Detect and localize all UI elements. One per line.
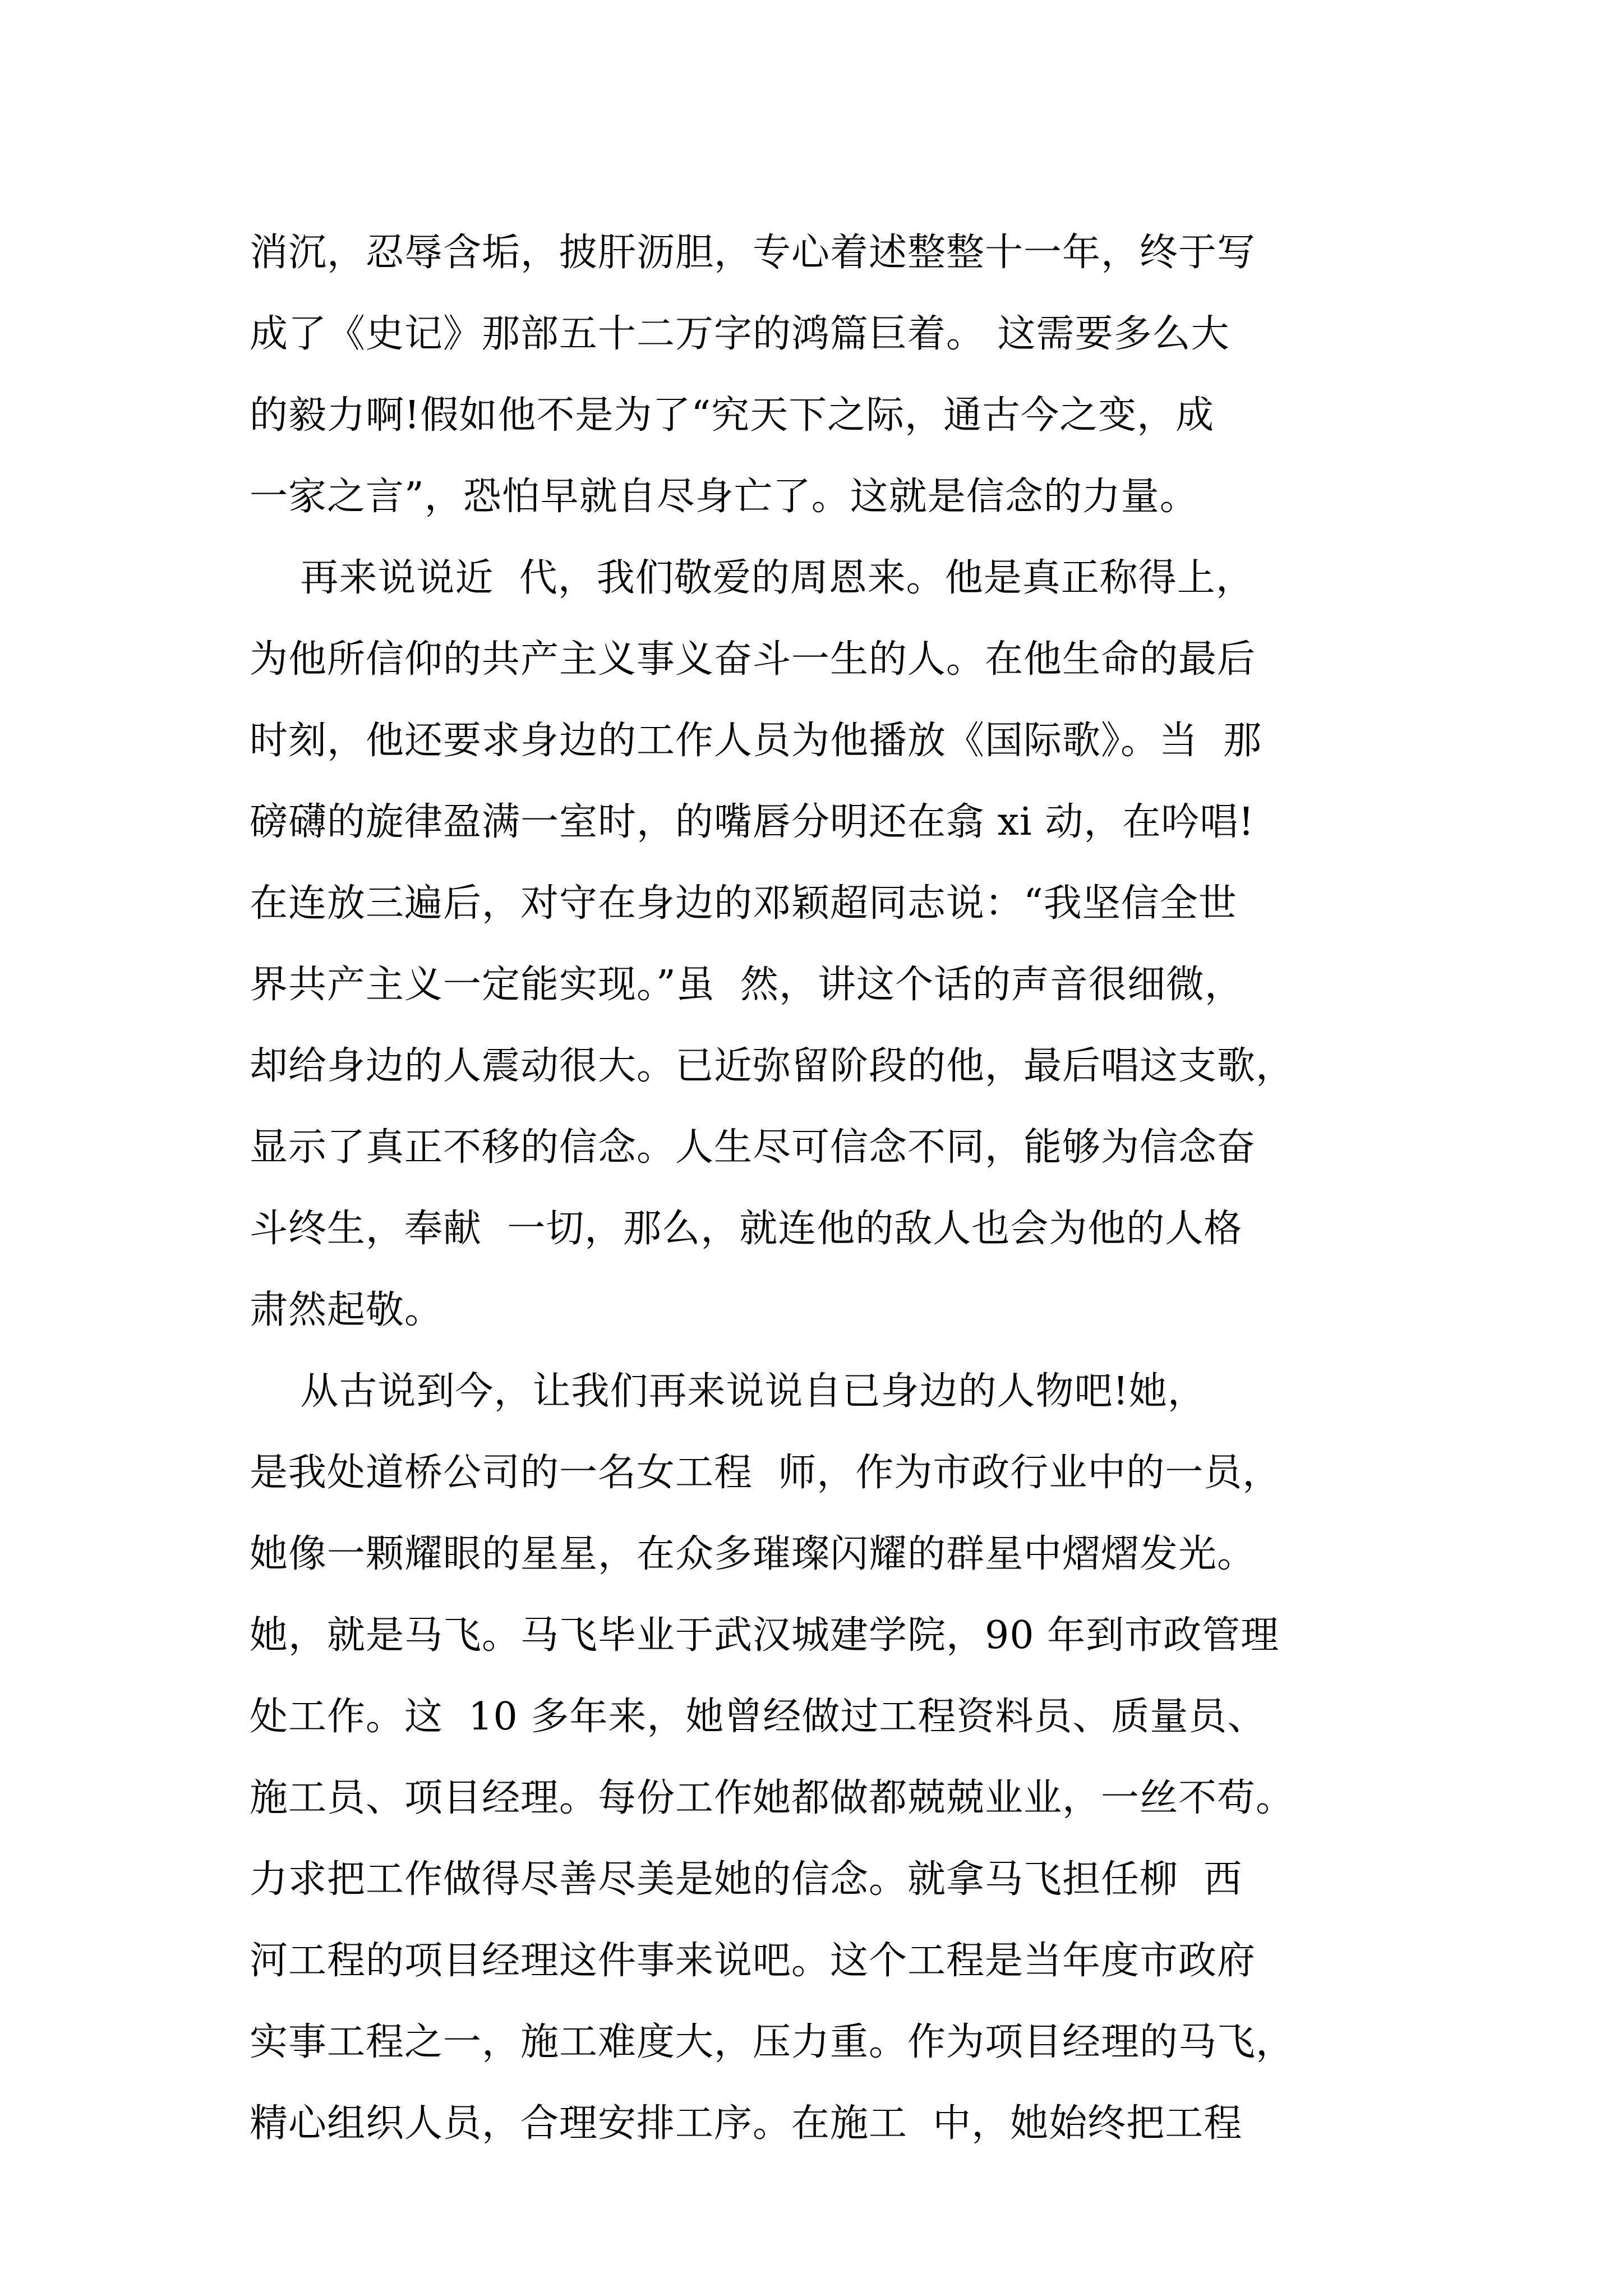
body-text xyxy=(250,212,1394,2164)
text-line: 消沉，忍辱含垢，披肝沥胆，专心着述整整十一年，终于写 xyxy=(250,231,1256,275)
text-line: 她像一颗耀眼的星星，在众多璀璨闪耀的群星中熠熠发光。 xyxy=(250,1532,1256,1576)
text-line: 实事工程之一，施工难度大，压力重。作为项目经理的马飞， xyxy=(250,2020,1295,2064)
text-line: 时刻，他还要求身边的工作人员为他播放《国际歌》。当 那 xyxy=(250,719,1262,763)
text-line: 在连放三遍后，对守在身边的邓颖超同志说：“我坚信全世 xyxy=(250,881,1237,926)
text-line: 显示了真正不移的信念。人生尽可信念不同，能够为信念奋 xyxy=(250,1125,1256,1170)
text-line: 一家之言”，恐怕早就自尽身亡了。这就是信念的力量。 xyxy=(250,475,1198,519)
paragraph-first-line: 从古说到今，让我们再来说说自已身边的人物吧!她， xyxy=(250,1369,1206,1414)
text-line: 力求把工作做得尽善尽美是她的信念。就拿马飞担任柳 西 xyxy=(250,1857,1243,1902)
text-line: 却给身边的人震动很大。已近弥留阶段的他，最后唱这支歌， xyxy=(250,1044,1295,1088)
text-line: 处工作。这 10 多年来，她曾经做过工程资料员、质量员、 xyxy=(250,1695,1266,1739)
text-line: 河工程的项目经理这件事来说吧。这个工程是当年度市政府 xyxy=(250,1939,1256,1983)
text-line: 她，就是马飞。马飞毕业于武汉城建学院，90 年到市政管理 xyxy=(250,1613,1280,1658)
text-line: 磅礴的旋律盈满一室时，的嘴唇分明还在翕 xi 动，在吟唱! xyxy=(250,800,1255,844)
text-line: 成了《史记》那部五十二万字的鸿篇巨着。 这需要多么大 xyxy=(250,312,1230,356)
text-line: 施工员、项目经理。每份工作她都做都兢兢业业，一丝不苟。 xyxy=(250,1776,1295,1820)
text-line: 肃然起敬。 xyxy=(250,1288,444,1332)
text-line: 界共产主义一定能实现。”虽 然，讲这个话的声音很细微， xyxy=(250,963,1243,1007)
text-line: 的毅力啊!假如他不是为了“究天下之际，通古今之变，成 xyxy=(250,393,1215,438)
text-line: 是我处道桥公司的一名女工程 师，作为市政行业中的一员， xyxy=(250,1451,1281,1495)
paragraph-first-line: 再来说说近 代，我们敬爱的周恩来。他是真正称得上， xyxy=(250,556,1255,600)
text-line: 精心组织人员，合理安排工序。在施工 中，她始终把工程 xyxy=(250,2101,1243,2146)
text-line: 为他所信仰的共产主义事义奋斗一生的人。在他生命的最后 xyxy=(250,637,1256,682)
text-line: 斗终生，奉献 一切，那么，就连他的敌人也会为他的人格 xyxy=(250,1207,1243,1251)
